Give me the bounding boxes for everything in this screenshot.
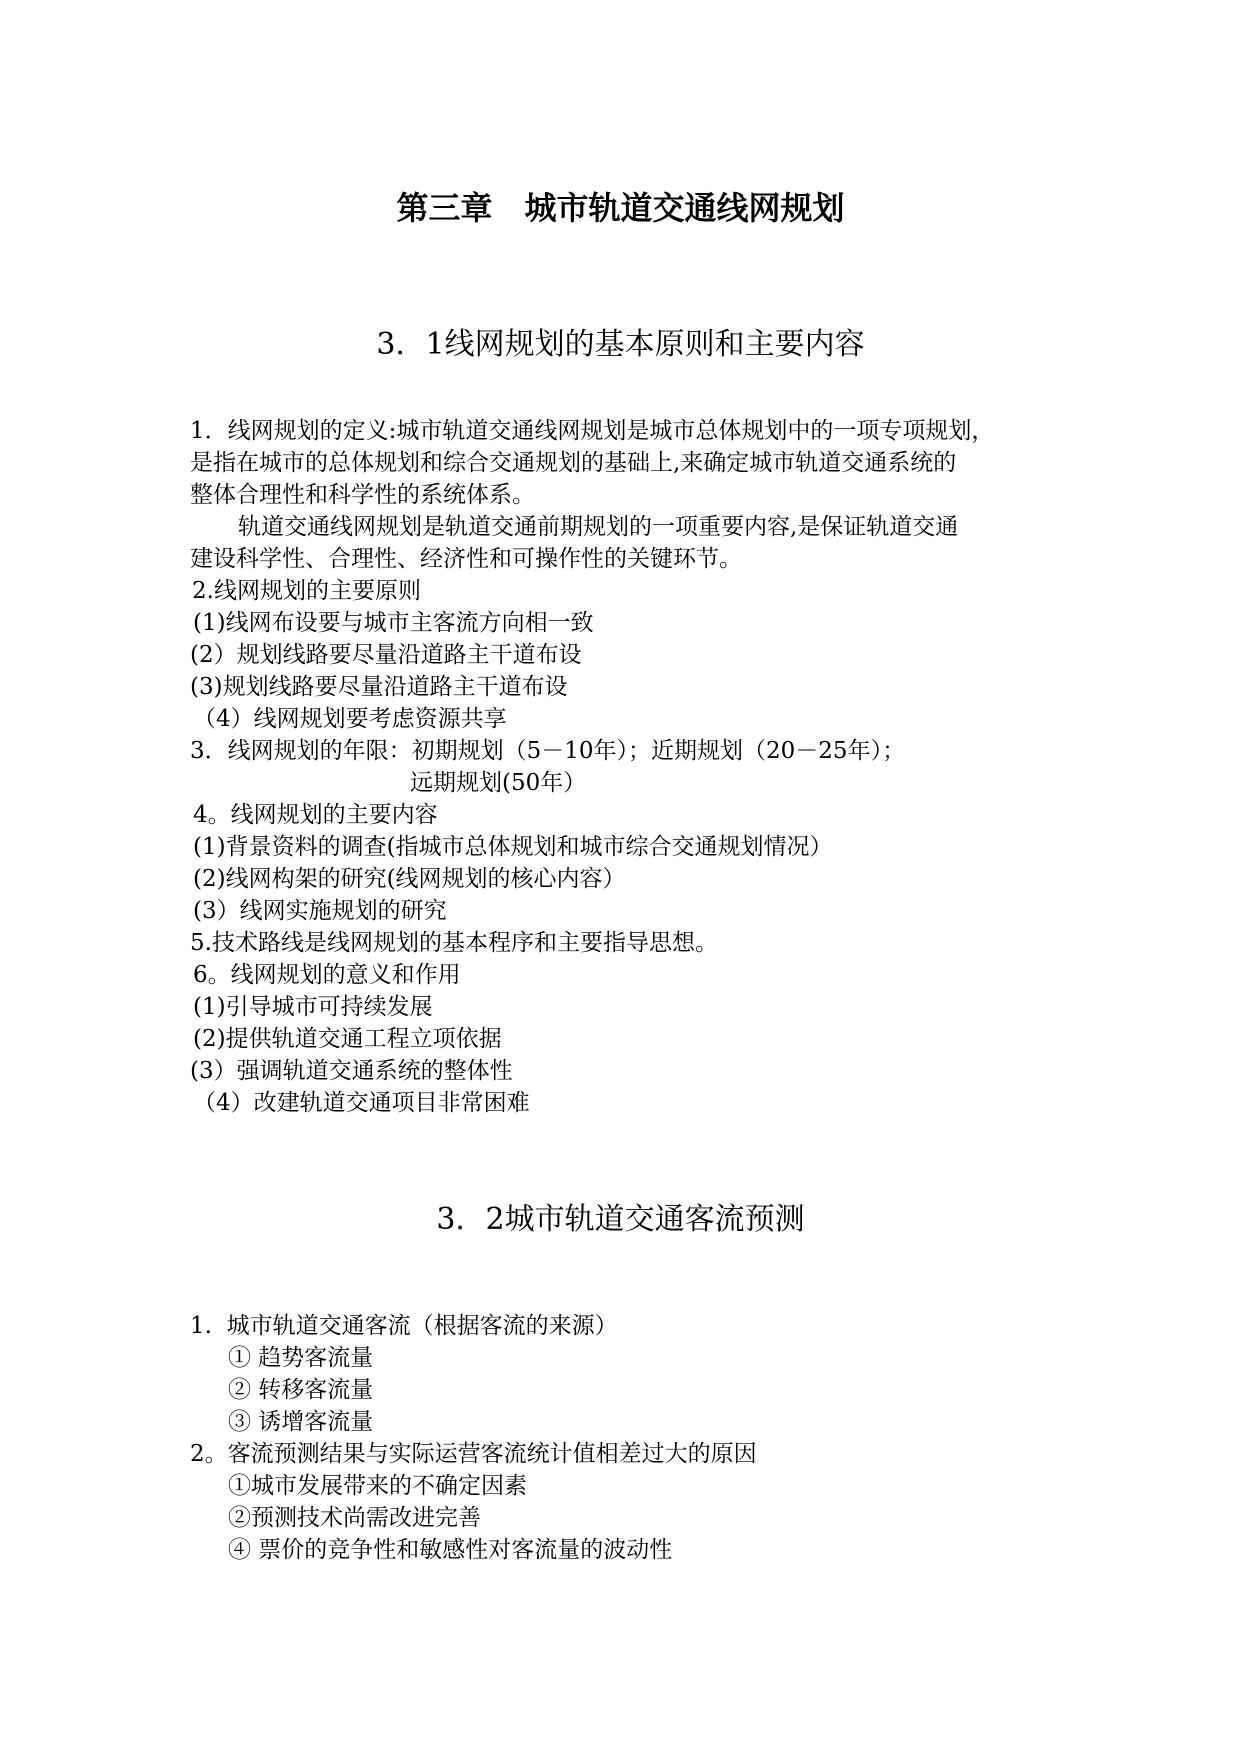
- chapter-title: 第三章 城市轨道交通线网规划: [396, 189, 845, 227]
- paragraph-line: 建设科学性、合理性、经济性和可操作性的关键环节。: [190, 546, 742, 572]
- list-item: (3）线网实施规划的研究: [193, 898, 447, 924]
- list-item: ① 趋势客流量: [228, 1345, 374, 1371]
- list-item: 远期规划(50年）: [410, 770, 587, 796]
- list-item: (2)线网构架的研究(线网规划的核心内容）: [193, 866, 626, 892]
- section-heading-3-2: 3．2城市轨道交通客流预测: [436, 1202, 805, 1237]
- list-item: (2）规划线路要尽量沿道路主干道布设: [190, 642, 582, 668]
- list-heading: 5.技术路线是线网规划的基本程序和主要指导思想。: [190, 930, 718, 956]
- list-item: ④ 票价的竞争性和敏感性对客流量的波动性: [228, 1537, 673, 1563]
- list-item: (1)背景资料的调查(指城市总体规划和城市综合交通规划情况）: [193, 834, 833, 860]
- paragraph-line: 整体合理性和科学性的系统体系。: [190, 482, 535, 508]
- list-heading: 1. 城市轨道交通客流（根据客流的来源）: [190, 1313, 618, 1339]
- list-heading: 6。线网规划的意义和作用: [193, 962, 461, 988]
- list-item: ①城市发展带来的不确定因素: [228, 1473, 527, 1499]
- list-item: (3)规划线路要尽量沿道路主干道布设: [190, 674, 568, 700]
- paragraph-line: 1．线网规划的定义:城市轨道交通线网规划是城市总体规划中的一项专项规划，: [190, 418, 995, 444]
- list-heading: 3．线网规划的年限：初期规划（5－10年）；近期规划（20－25年）；: [190, 738, 906, 764]
- list-item: ②预测技术尚需改进完善: [228, 1505, 481, 1531]
- section-heading-3-1: 3．1线网规划的基本原则和主要内容: [376, 327, 865, 362]
- list-item: （4）线网规划要考虑资源共享: [193, 706, 507, 732]
- list-item: (2)提供轨道交通工程立项依据: [193, 1026, 502, 1052]
- paragraph-line: 是指在城市的总体规划和综合交通规划的基础上,来确定城市轨道交通系统的: [190, 450, 957, 476]
- list-heading: 4。线网规划的主要内容: [193, 802, 438, 828]
- list-heading: 2。客流预测结果与实际运营客流统计值相差过大的原因: [190, 1441, 757, 1467]
- list-item: ② 转移客流量: [228, 1377, 374, 1403]
- list-item: (3）强调轨道交通系统的整体性: [190, 1058, 513, 1084]
- list-item: (1)线网布设要与城市主客流方向相一致: [193, 610, 594, 636]
- list-item: ③ 诱增客流量: [228, 1409, 374, 1435]
- paragraph-line: 轨道交通线网规划是轨道交通前期规划的一项重要内容,是保证轨道交通: [238, 514, 959, 540]
- list-item: （4）改建轨道交通项目非常困难: [193, 1090, 530, 1116]
- list-heading: 2.线网规划的主要原则: [192, 578, 421, 604]
- list-item: (1)引导城市可持续发展: [193, 994, 433, 1020]
